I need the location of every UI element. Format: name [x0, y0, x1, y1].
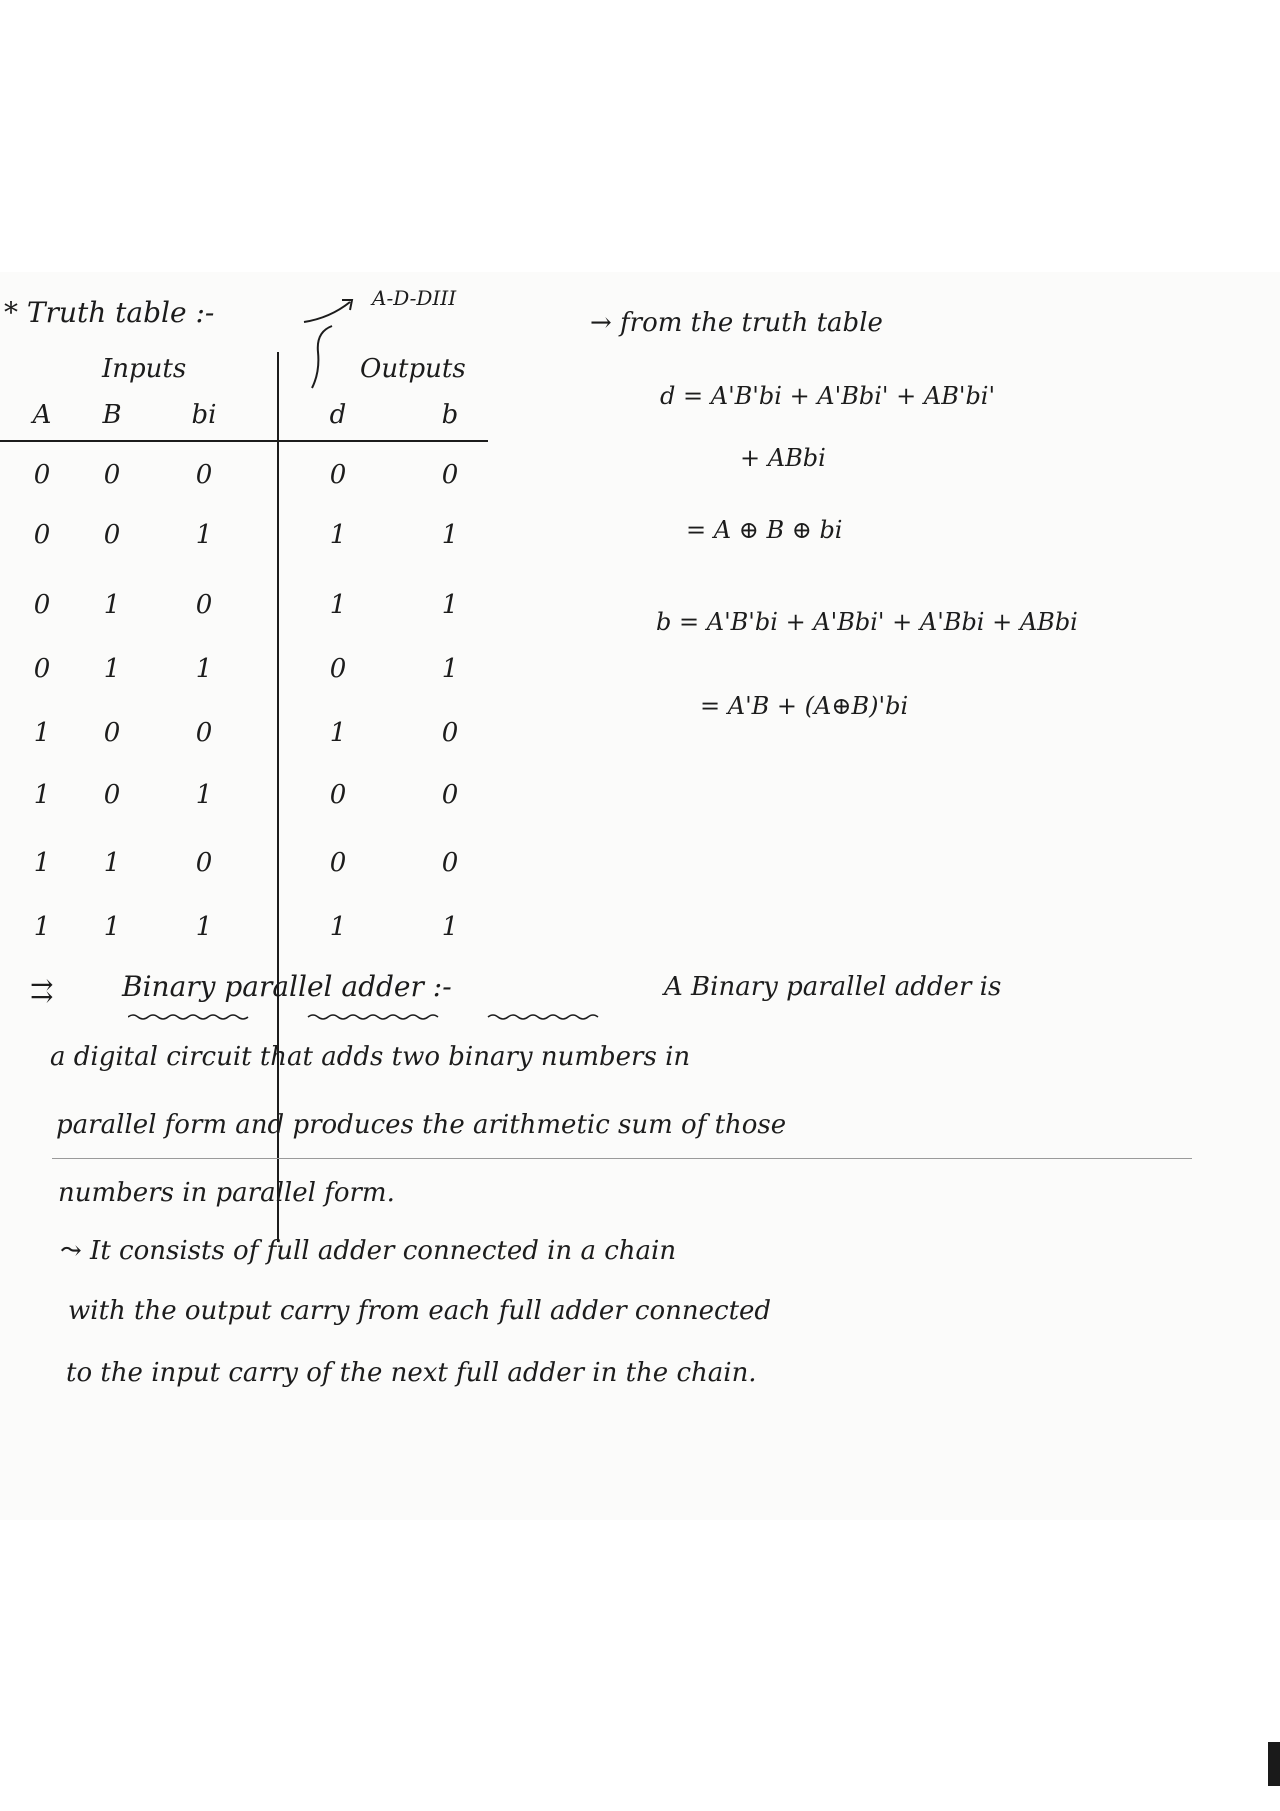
table-cell: 1 [329, 520, 347, 550]
table-cell: 0 [103, 718, 121, 748]
table-cell: 0 [195, 718, 213, 748]
column-header: B [102, 400, 122, 430]
paragraph-underline [52, 1158, 1192, 1159]
derivation-heading: → from the truth table [590, 308, 883, 338]
table-cell: 1 [103, 912, 121, 942]
table-cell: 1 [441, 520, 459, 550]
table-cell: 1 [441, 654, 459, 684]
paragraph-line5: ⤳ It consists of full adder connected in a chain [60, 1236, 677, 1266]
table-cell: 1 [441, 590, 459, 620]
table-cell: 1 [329, 912, 347, 942]
table-cell: 0 [195, 848, 213, 878]
table-cell: 0 [33, 460, 51, 490]
column-header: b [441, 400, 459, 430]
d-expression-line1: d = A'B'bi + A'Bbi' + AB'bi' [660, 382, 996, 410]
column-header: A [32, 400, 52, 430]
table-cell: 0 [441, 718, 459, 748]
table-cell: 1 [441, 912, 459, 942]
heading-underline-squiggle [128, 1012, 608, 1020]
table-cell: 1 [103, 848, 121, 878]
table-cell: 0 [103, 520, 121, 550]
paragraph-heading: Binary parallel adder :- [122, 970, 452, 1003]
table-cell: 0 [329, 654, 347, 684]
b-expression-line1: b = A'B'bi + A'Bbi' + A'Bbi + ABbi [656, 608, 1078, 636]
table-cell: 0 [441, 780, 459, 810]
brace-icon [306, 322, 336, 392]
table-cell: 1 [195, 520, 213, 550]
table-cell: 1 [33, 848, 51, 878]
table-cell: 0 [329, 780, 347, 810]
paragraph-line2: a digital circuit that adds two binary numbers in [50, 1042, 691, 1072]
table-cell: 1 [195, 780, 213, 810]
page-edge-shadow [1268, 1742, 1280, 1786]
paragraph-line6: with the output carry from each full adder connected [68, 1296, 772, 1326]
table-cell: 0 [441, 460, 459, 490]
table-cell: 0 [329, 848, 347, 878]
table-cell: 0 [103, 780, 121, 810]
table-cell: 1 [195, 654, 213, 684]
table-cell: 1 [195, 912, 213, 942]
table-cell: 0 [33, 590, 51, 620]
d-expression-line3: = A ⊕ B ⊕ bi [686, 516, 843, 544]
table-cell: 0 [33, 654, 51, 684]
table-cell: 1 [33, 780, 51, 810]
table-cell: 1 [103, 590, 121, 620]
table-cell: 1 [329, 590, 347, 620]
header-underline [0, 440, 488, 442]
table-cell: 0 [195, 590, 213, 620]
paragraph-line3: parallel form and produces the arithmetic sum of those [56, 1110, 787, 1140]
column-header: d [329, 400, 347, 430]
paragraph-line4: numbers in parallel form. [58, 1178, 395, 1208]
table-cell: 0 [103, 460, 121, 490]
table-cell: 0 [441, 848, 459, 878]
scribble-note: A-D-DIII [372, 286, 457, 310]
b-expression-line2: = A'B + (A⊕B)'bi [700, 692, 909, 720]
paragraph-line7: to the input carry of the next full adder in the chain. [66, 1358, 757, 1388]
input-output-divider [277, 352, 279, 1242]
notebook-page [0, 272, 1280, 1520]
table-cell: 1 [33, 912, 51, 942]
table-cell: 1 [103, 654, 121, 684]
outputs-label: Outputs [360, 354, 466, 384]
table-cell: 1 [33, 718, 51, 748]
inputs-label: Inputs [102, 354, 187, 384]
table-cell: 0 [33, 520, 51, 550]
table-cell: 1 [329, 718, 347, 748]
paragraph-line1: A Binary parallel adder is [664, 972, 1002, 1002]
d-expression-line2: + ABbi [740, 444, 826, 472]
table-cell: 0 [329, 460, 347, 490]
column-header: bi [191, 400, 217, 430]
truth-table-title: * Truth table :- [4, 296, 215, 329]
paragraph-heading-prefix: ⇉ [30, 974, 54, 1007]
table-cell: 0 [195, 460, 213, 490]
